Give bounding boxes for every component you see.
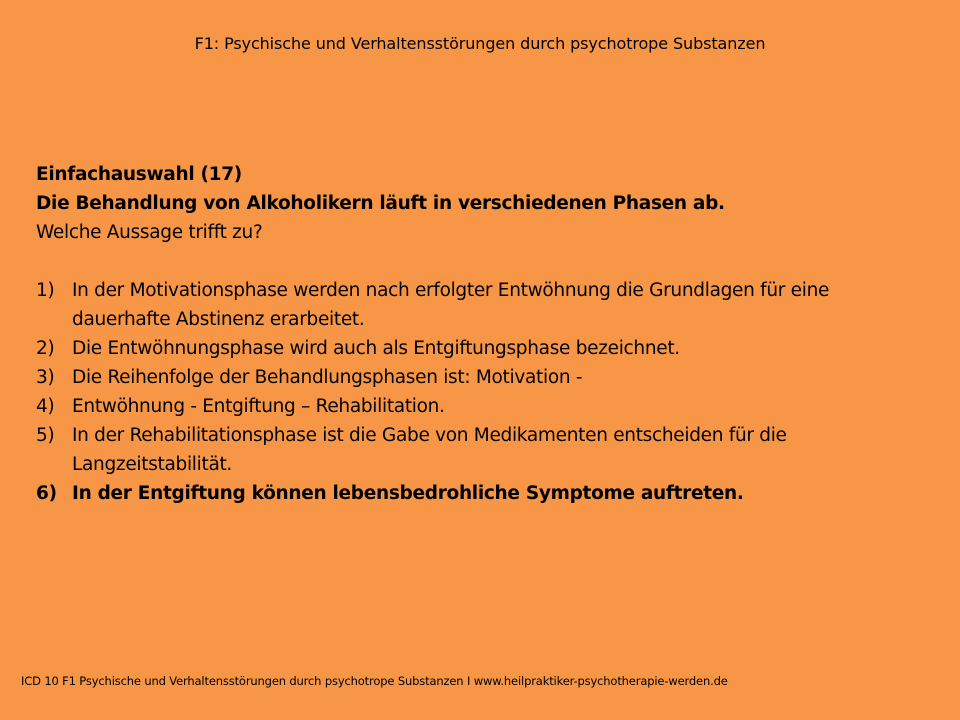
answer-item-6-correct [36,479,936,508]
answer-item-4 [36,392,936,421]
answer-number: 1) [36,280,55,301]
answer-text: Entwöhnung - Entgiftung – Rehabilitation. [72,396,445,417]
answer-text: In der Motivationsphase werden nach erfolgter Entwöhnung die Grundlagen für eine dauerhafte Abstinenz erarbeitet. [72,280,830,330]
answer-text: In der Entgiftung können lebensbedrohliche Symptome auftreten. [72,483,744,504]
answer-item-2 [36,334,936,363]
answer-item-1 [36,276,936,334]
answer-text: In der Rehabilitationsphase ist die Gabe von Medikamenten entscheiden für die Langzeitstabilität. [72,425,787,475]
answer-list [36,276,936,508]
slide-footer: ICD 10 F1 Psychische und Verhaltensstörungen durch psychotrope Substanzen I www.heilpraktiker-psychotherapie-werden.de [21,674,728,688]
answer-text: Die Entwöhnungsphase wird auch als Entgiftungsphase bezeichnet. [72,338,680,359]
answer-number: 5) [36,425,55,446]
question-prompt: Welche Aussage trifft zu? [36,222,263,243]
spacer [36,247,936,276]
answer-text: Die Reihenfolge der Behandlungsphasen ist: Motivation - [72,367,583,388]
answer-item-3 [36,363,936,392]
answer-number: 4) [36,396,55,417]
slide-header: F1: Psychische und Verhaltensstörungen durch psychotrope Substanzen [194,34,766,53]
answer-number: 3) [36,367,55,388]
question-type: Einfachauswahl (17) [36,164,242,185]
question-text: Die Behandlung von Alkoholikern läuft in verschiedenen Phasen ab. [36,193,725,214]
answer-number: 2) [36,338,55,359]
answer-item-5 [36,421,936,479]
question-block [36,160,936,508]
answer-number: 6) [36,483,57,504]
